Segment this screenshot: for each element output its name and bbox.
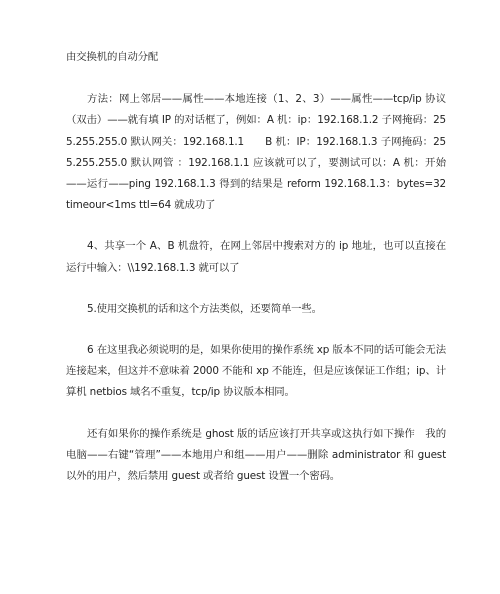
spacer <box>66 68 446 89</box>
spacer <box>66 279 446 299</box>
paragraph-xp-note: 6 在这里我必须说明的是，如果你使用的操作系统 xp 版本不同的话可能会无法连接起来，但这并不意味着 2000 不能和 xp 不能连，但是应该保证工作组；ip、计算机 netbios 域名不重复，tcp/ip 协议版本相同。 <box>66 344 446 399</box>
paragraph-share-drive: 4、共享一个 A、B 机盘符，在网上邻居中搜索对方的 ip 地址，也可以直接在运行中输入：\\192.168.1.3 就可以了 <box>66 240 446 274</box>
document-body <box>66 47 446 487</box>
spacer <box>66 216 446 236</box>
spacer <box>66 320 446 340</box>
paragraph-method: 方法：网上邻居——属性——本地连接（1、2、3）——属性——tcp/ip 协议（双击）——就有填 IP 的对话框了，例如：A 机：ip：192.168.1.2 子网掩码：255.255.255.0 默认网关：192.168.1.1 B 机：IP：192.168.1.3 子网掩码：255.255.255.0 默认网管 ：192.168.1.1 应该就可以了，要测试可以：A 机：开始——运行——ping 192.168.1.3 得到的结果是 reform 192.168.1.3：bytes=32 timeour<1ms ttl=64 就成功了 <box>66 93 446 212</box>
paragraph-switch: 5.使用交换机的话和这个方法类似，还要简单一些。 <box>87 302 322 315</box>
spacer <box>66 404 446 424</box>
section-heading: 由交换机的自动分配 <box>66 51 159 63</box>
paragraph-ghost-note: 还有如果你的操作系统是 ghost 版的话应该打开共享或这执行如下操作 我的电脑——右键“管理”——本地用户和组——用户——删除 administrator 和 guest 以外的用户，然后禁用 guest 或者给 guest 设置一个密码。 <box>66 427 446 483</box>
